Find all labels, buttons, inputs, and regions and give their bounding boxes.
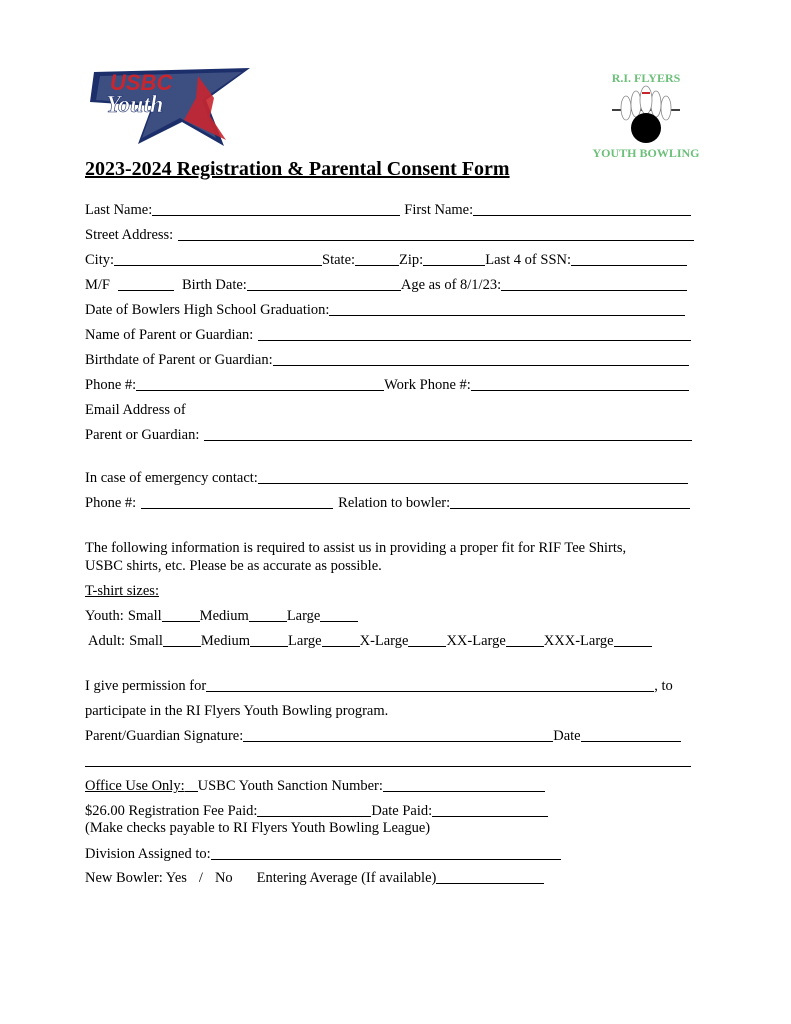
graduation-field[interactable] [329, 301, 685, 316]
fee-row [85, 802, 548, 820]
adult-xxlarge-field[interactable] [506, 632, 544, 647]
youth-sizes-row [85, 607, 358, 625]
zip-field[interactable] [423, 251, 485, 266]
new-bowler-slash: / [198, 870, 203, 886]
parent-birthdate-label: Birthdate of Parent or Guardian: [85, 352, 273, 368]
division-field[interactable] [211, 845, 561, 860]
permission-text-2: participate in the RI Flyers Youth Bowling program. [85, 703, 389, 719]
adult-medium-field[interactable] [250, 632, 288, 647]
birth-row [85, 276, 687, 294]
ssn-field[interactable] [571, 251, 687, 266]
sanction-field[interactable] [383, 777, 545, 792]
graduation-label: Date of Bowlers High School Graduation: [85, 302, 330, 318]
average-field[interactable] [436, 869, 544, 884]
section-divider [85, 766, 691, 767]
adult-sizes-row [88, 632, 652, 650]
relation-label: Relation to bowler: [338, 495, 451, 511]
ri-flyers-logo [580, 68, 712, 164]
email-label-line2: Parent or Guardian: [85, 427, 200, 443]
tshirt-heading-row [85, 582, 159, 600]
signature-date-label: Date [553, 728, 581, 744]
sanction-label: USBC Youth Sanction Number: [197, 778, 383, 794]
city-field[interactable] [114, 251, 322, 266]
first-name-field[interactable] [473, 201, 691, 216]
new-bowler-no[interactable]: No [214, 870, 233, 886]
permission-row-2 [85, 702, 388, 720]
name-row [85, 201, 691, 219]
division-row [85, 845, 561, 863]
youth-small-label: Small [127, 608, 162, 624]
state-field[interactable] [355, 251, 399, 266]
phone-label: Phone #: [85, 377, 137, 393]
age-label: Age as of 8/1/23: [400, 277, 502, 293]
youth-medium-field[interactable] [249, 607, 287, 622]
birth-date-field[interactable] [247, 276, 401, 291]
shirt-info-line1 [85, 539, 626, 557]
phone-row [85, 376, 689, 394]
form-title: 2023-2024 Registration & Parental Consent Form [85, 158, 510, 180]
email-row-2 [85, 426, 692, 444]
adult-label: Adult: [88, 633, 126, 649]
new-bowler-row [85, 869, 544, 887]
adult-xlarge-field[interactable] [408, 632, 446, 647]
street-row [85, 226, 694, 244]
youth-label: Youth: [85, 608, 124, 624]
adult-xxxlarge-field[interactable] [614, 632, 652, 647]
email-label-line1: Email Address of [85, 402, 186, 418]
parent-name-row [85, 326, 691, 344]
work-phone-field[interactable] [471, 376, 689, 391]
usbc-youth-logo [86, 58, 262, 150]
permission-label: I give permission for [85, 678, 207, 694]
emergency-phone-field[interactable] [141, 494, 333, 509]
graduation-row [85, 301, 685, 319]
age-field[interactable] [501, 276, 687, 291]
street-address-label: Street Address: [85, 227, 174, 243]
youth-small-field[interactable] [162, 607, 200, 622]
rif-logo-top-text: R.I. FLYERS [611, 71, 681, 85]
adult-large-field[interactable] [322, 632, 360, 647]
youth-large-label: Large [286, 608, 321, 624]
fee-label: $26.00 Registration Fee Paid: [85, 803, 258, 819]
emergency-contact-field[interactable] [258, 469, 688, 484]
adult-small-field[interactable] [163, 632, 201, 647]
parent-name-field[interactable] [258, 326, 691, 341]
office-row [85, 777, 545, 795]
bowling-pins-icon [608, 84, 684, 146]
ssn-label: Last 4 of SSN: [485, 252, 572, 268]
rif-logo-bottom-text: YOUTH BOWLING [592, 146, 700, 160]
checks-note: (Make checks payable to RI Flyers Youth Bowling League) [85, 820, 431, 836]
signature-label: Parent/Guardian Signature: [85, 728, 244, 744]
emergency-contact-label: In case of emergency contact: [85, 470, 258, 486]
youth-medium-label: Medium [199, 608, 249, 624]
youth-large-field[interactable] [320, 607, 358, 622]
tshirt-heading: T-shirt sizes: [85, 583, 159, 599]
adult-small-label: Small [129, 633, 163, 649]
permission-to: , to [654, 678, 673, 694]
email-row-1 [85, 401, 186, 419]
shirt-info-text-2: USBC shirts, etc. Please be as accurate as possible. [85, 558, 382, 574]
mf-label: M/F [85, 277, 110, 293]
adult-xxlarge-label: XX-Large [446, 633, 506, 649]
signature-field[interactable] [243, 727, 553, 742]
city-label: City: [85, 252, 115, 268]
city-row [85, 251, 687, 269]
signature-row [85, 727, 681, 745]
emergency-row [85, 469, 688, 487]
permission-row [85, 677, 673, 695]
mf-field[interactable] [118, 276, 174, 291]
birth-date-label: Birth Date: [182, 277, 247, 293]
shirt-info-line2 [85, 557, 382, 575]
participant-name-field[interactable] [206, 677, 654, 692]
adult-large-label: Large [288, 633, 322, 649]
parent-birthdate-field[interactable] [273, 351, 689, 366]
email-field[interactable] [204, 426, 692, 441]
office-use-label: Office Use Only: [85, 778, 185, 794]
fee-field[interactable] [257, 802, 371, 817]
last-name-label: Last Name: [85, 202, 153, 218]
usbc-logo-text: USBC [110, 70, 173, 95]
parent-name-label: Name of Parent or Guardian: [85, 327, 254, 343]
zip-label: Zip: [399, 252, 424, 268]
street-address-field[interactable] [178, 226, 694, 241]
shirt-info-text-1: The following information is required to assist us in providing a proper fit for RIF Tee Shirts, [85, 540, 627, 556]
last-name-field[interactable] [152, 201, 400, 216]
relation-field[interactable] [450, 494, 690, 509]
adult-xxxlarge-label: XXX-Large [543, 633, 614, 649]
youth-logo-text: Youth [106, 92, 164, 118]
signature-date-field[interactable] [581, 727, 681, 742]
average-label: Entering Average (If available) [256, 870, 437, 886]
new-bowler-yes[interactable]: New Bowler: Yes [85, 870, 187, 886]
emergency-phone-row [85, 494, 690, 512]
division-label: Division Assigned to: [85, 846, 211, 862]
emergency-phone-label: Phone #: [85, 495, 137, 511]
adult-xlarge-label: X-Large [359, 633, 409, 649]
phone-field[interactable] [136, 376, 384, 391]
first-name-label: First Name: [404, 202, 474, 218]
date-paid-field[interactable] [432, 802, 548, 817]
work-phone-label: Work Phone #: [384, 377, 471, 393]
parent-birthdate-row [85, 351, 689, 369]
adult-medium-label: Medium [200, 633, 251, 649]
checks-note-row [85, 819, 430, 837]
state-label: State: [322, 252, 356, 268]
date-paid-label: Date Paid: [371, 803, 433, 819]
